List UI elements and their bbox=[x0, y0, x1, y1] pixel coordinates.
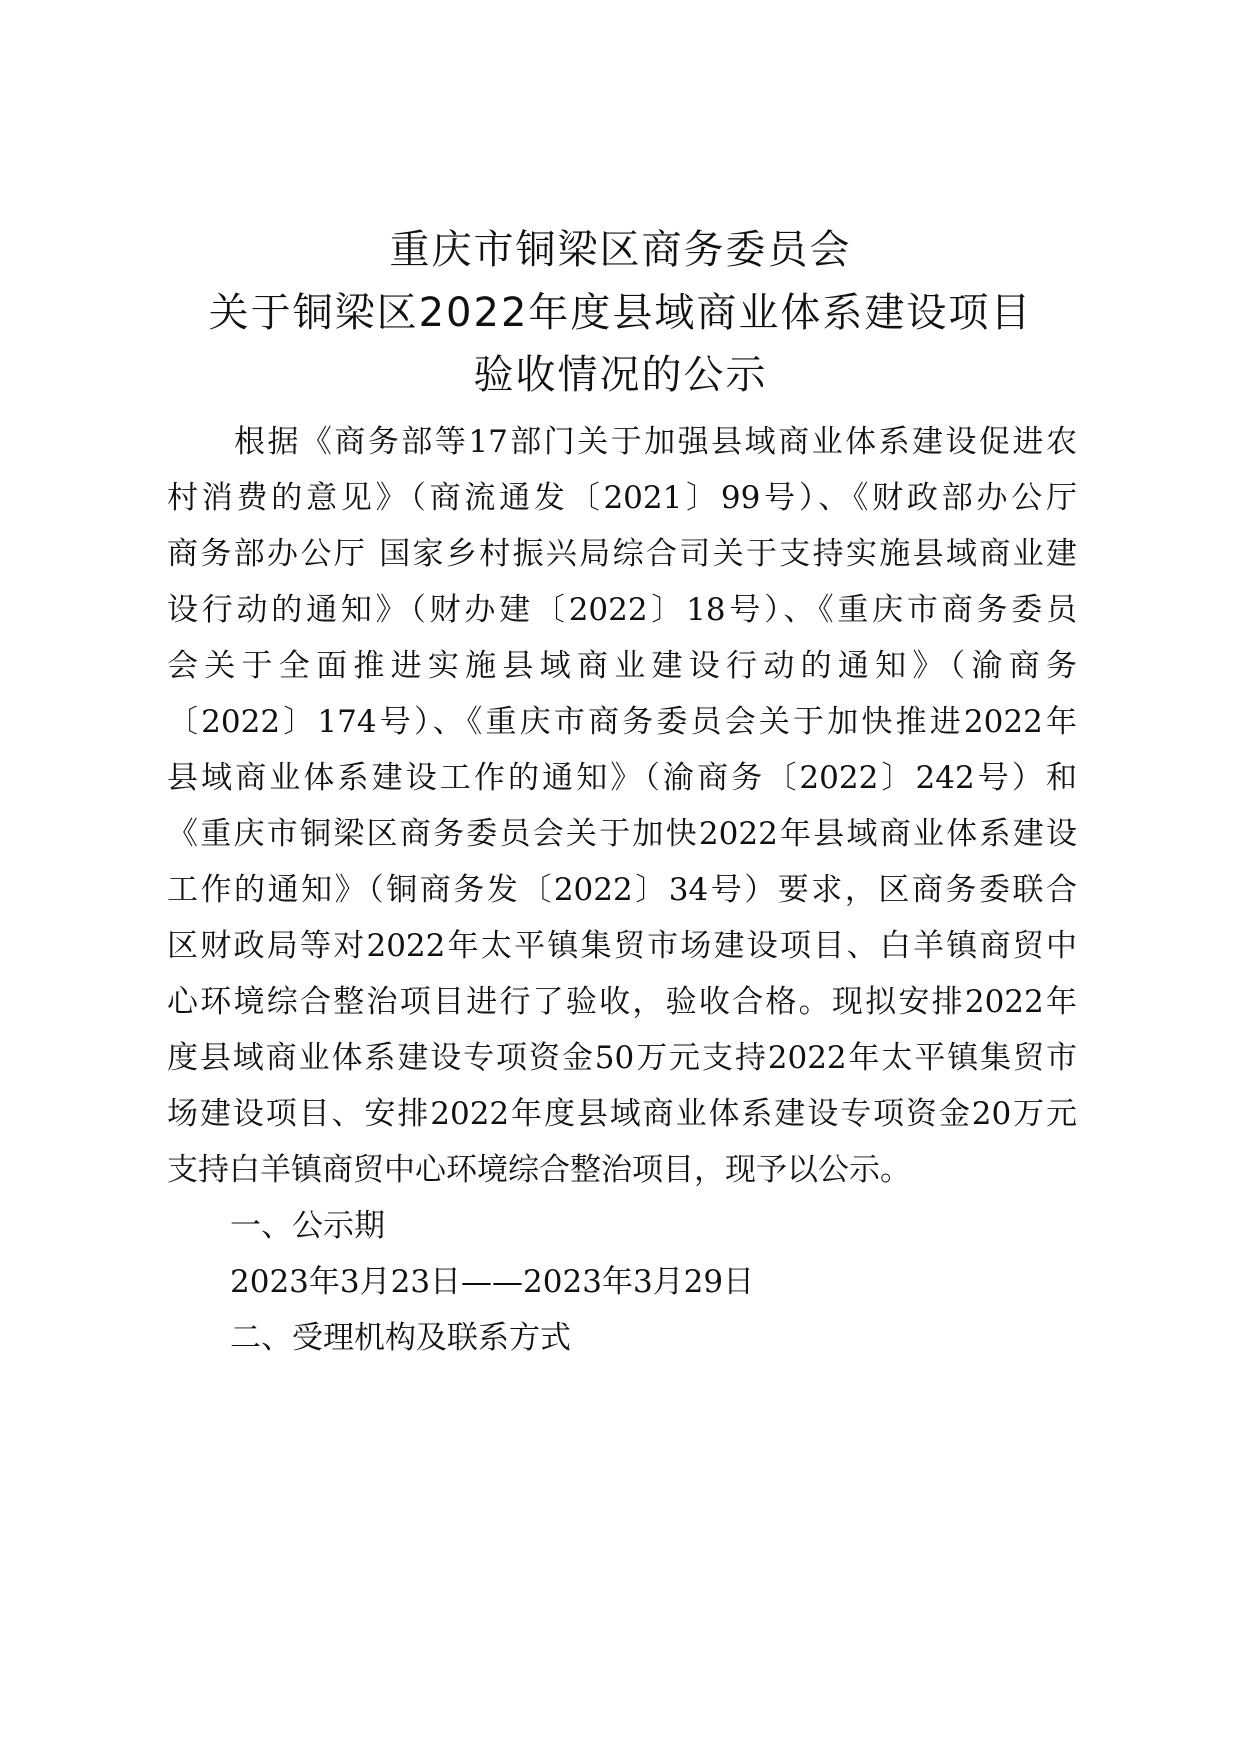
body-line-4: 设行动的通知》（财办建〔2022〕18号）、《重庆市商务委员 bbox=[167, 592, 1077, 628]
body-line-12: 度县域商业体系建设专项资金50万元支持2022年太平镇集贸市 bbox=[167, 1040, 1077, 1076]
body-line-11: 心环境综合整治项目进行了验收，验收合格。现拟安排2022年 bbox=[167, 984, 1077, 1020]
publicity-period-dates: 2023年3月23日——2023年3月29日 bbox=[230, 1264, 755, 1300]
body-line-14: 支持白羊镇商贸中心环境综合整治项目，现予以公示。 bbox=[167, 1152, 911, 1188]
body-line-13: 场建设项目、安排2022年度县域商业体系建设专项资金20万元 bbox=[167, 1096, 1077, 1132]
body-line-3: 商务部办公厅 国家乡村振兴局综合司关于支持实施县域商业建 bbox=[167, 536, 1077, 572]
body-line-10: 区财政局等对2022年太平镇集贸市场建设项目、白羊镇商贸中 bbox=[167, 928, 1077, 964]
body-line-5: 会关于全面推进实施县域商业建设行动的通知》（渝商务 bbox=[167, 648, 1077, 684]
title-line-3: 验收情况的公示 bbox=[473, 352, 768, 398]
body-line-7: 县域商业体系建设工作的通知》（渝商务〔2022〕242号）和 bbox=[167, 760, 1077, 796]
body-line-6: 〔2022〕174号）、《重庆市商务委员会关于加快推进2022年 bbox=[167, 704, 1077, 740]
body-line-9: 工作的通知》（铜商务发〔2022〕34号）要求，区商务委联合 bbox=[167, 872, 1077, 908]
section-heading-publicity-period: 一、公示期 bbox=[230, 1208, 385, 1244]
body-line-2: 村消费的意见》（商流通发〔2021〕99号）、《财政部办公厅 bbox=[167, 480, 1077, 516]
body-line-8: 《重庆市铜梁区商务委员会关于加快2022年县域商业体系建设 bbox=[167, 816, 1077, 852]
title-line-2: 关于铜梁区2022年度县域商业体系建设项目 bbox=[208, 290, 1033, 336]
title-line-1: 重庆市铜梁区商务委员会 bbox=[389, 227, 852, 273]
body-line-1: 根据《商务部等17部门关于加强县域商业体系建设促进农 bbox=[167, 424, 1077, 460]
section-heading-contact: 二、受理机构及联系方式 bbox=[230, 1320, 571, 1356]
